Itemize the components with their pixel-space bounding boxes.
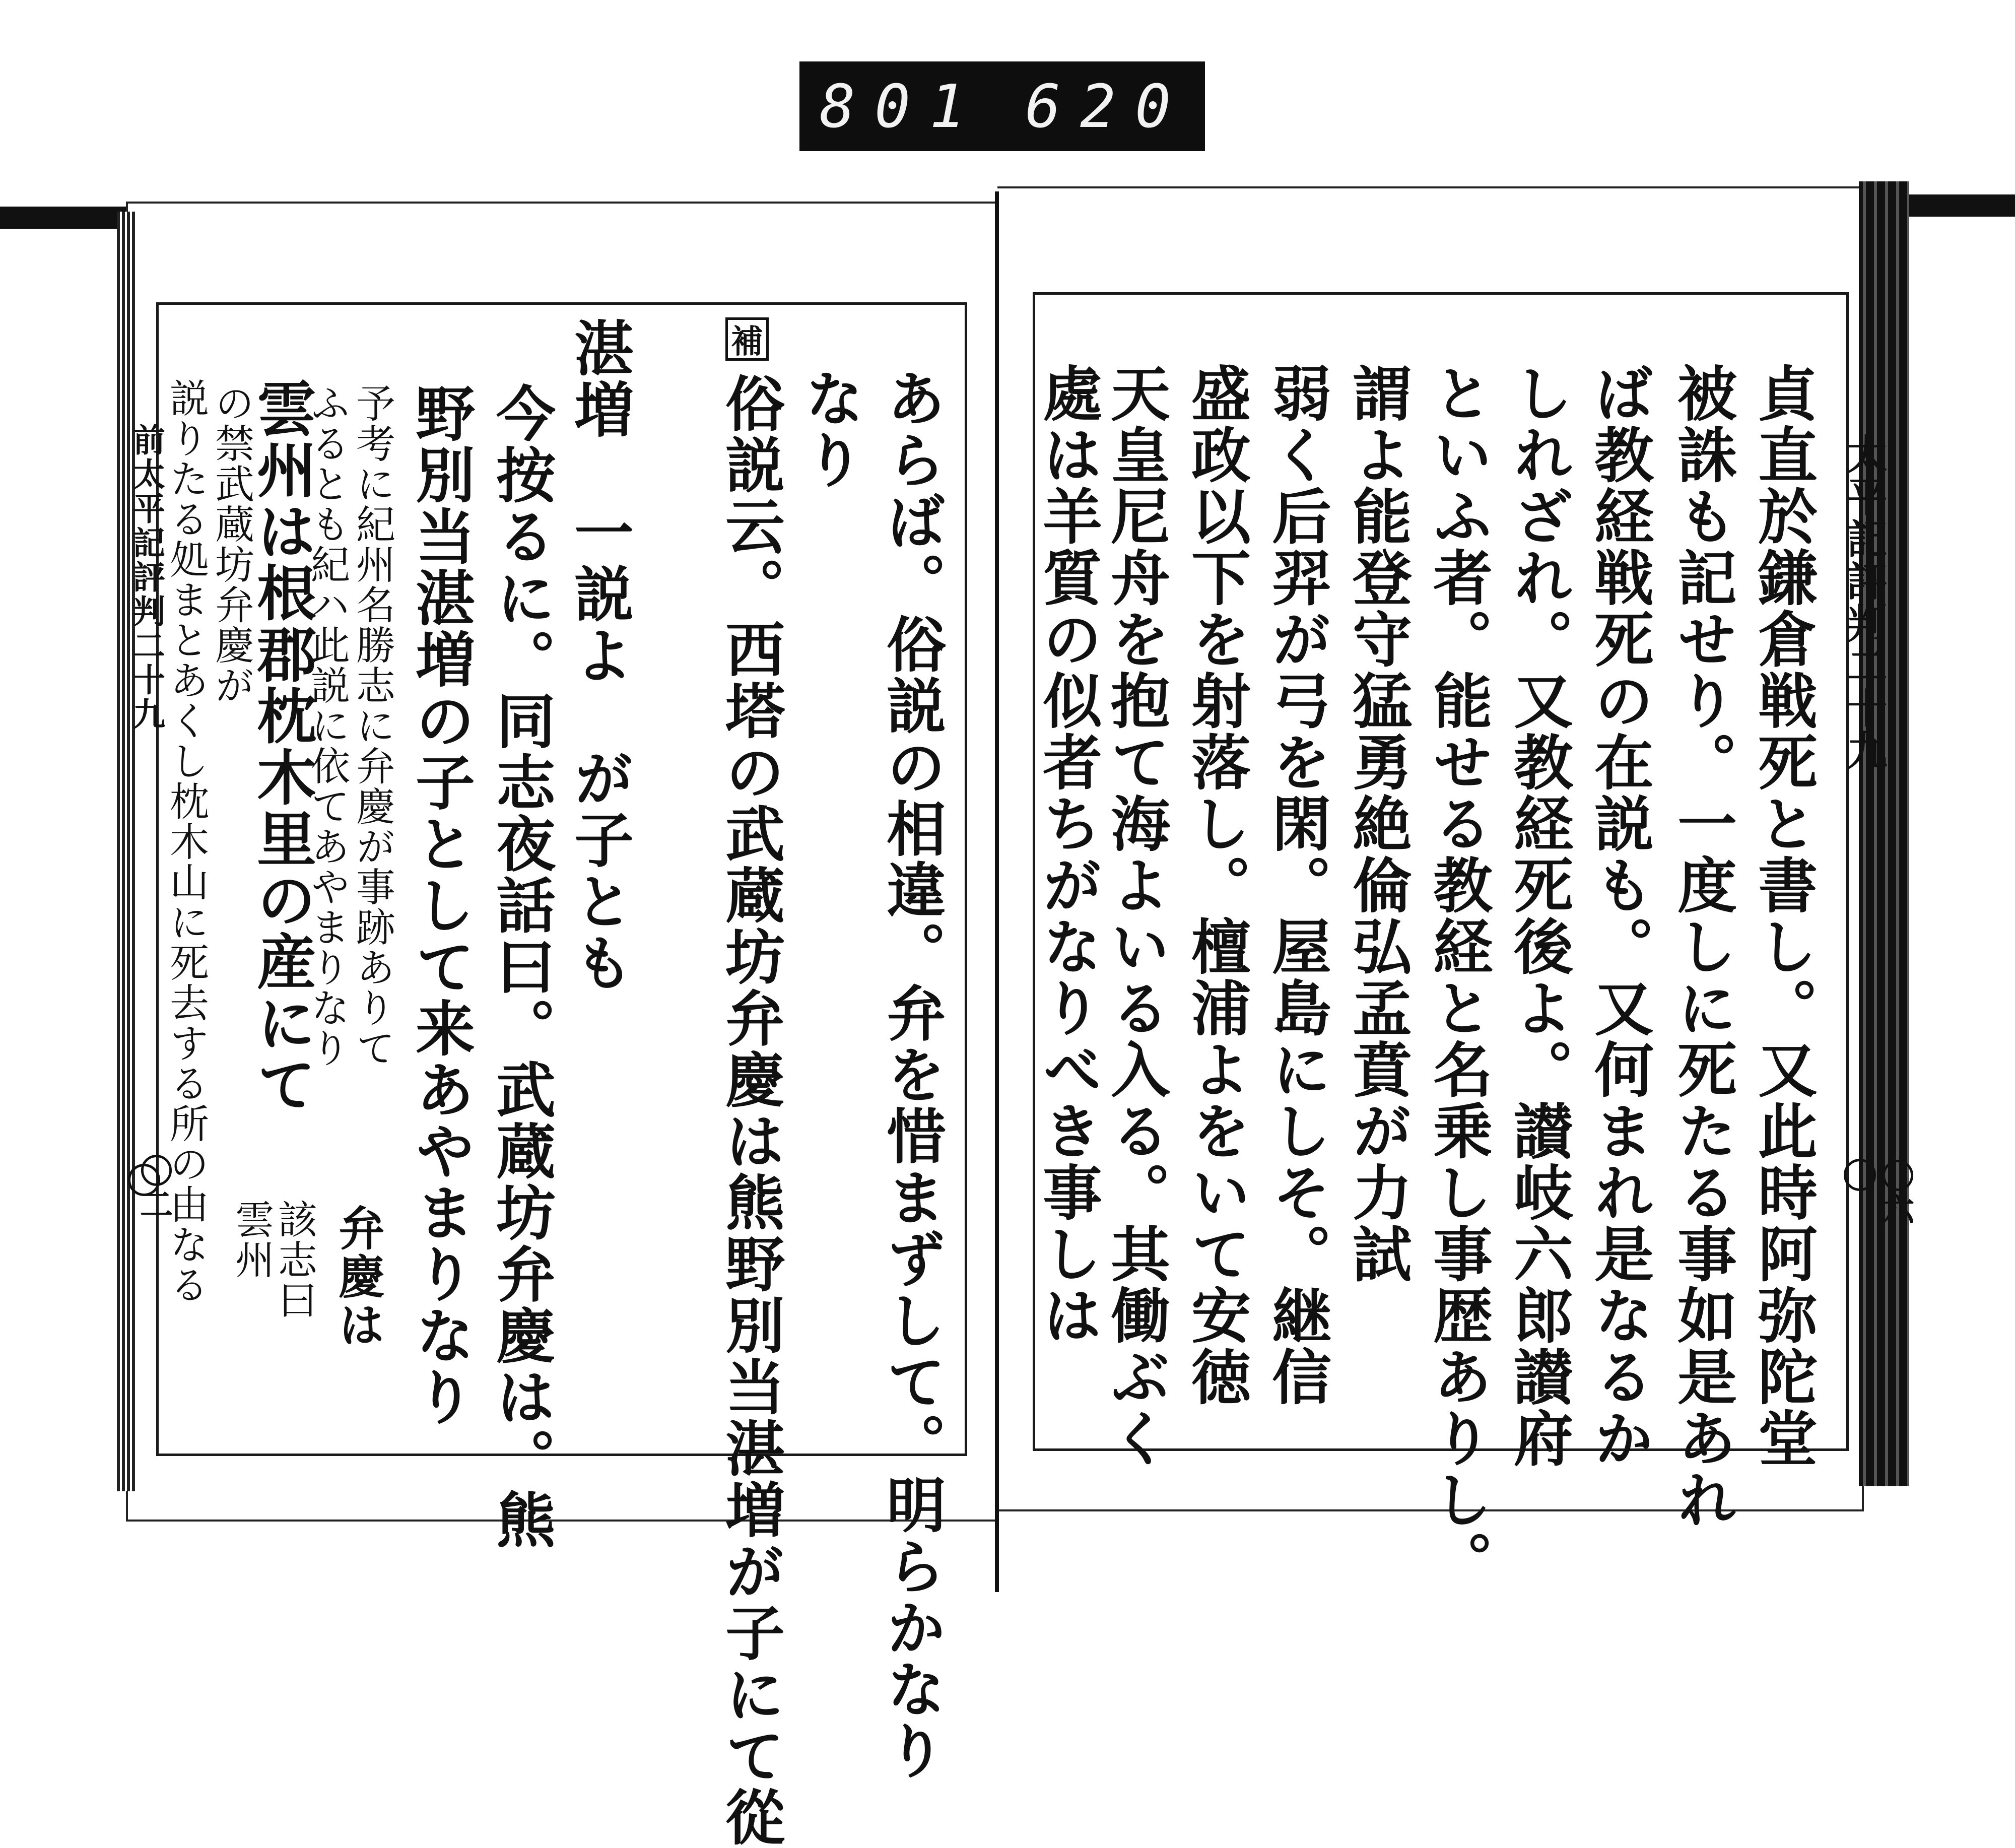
left-page-side-title: 前太平記評判二十九 [127, 423, 165, 732]
left-page-foliation: 〇二 [134, 1154, 173, 1220]
left-column-8: ふるとも紀ハ此説に依てあやまりなり [304, 383, 350, 1068]
left-column-2: なり [795, 368, 865, 491]
right-column-4: しれざれ。又教経死後よ。讃岐六郎讃府 [1504, 363, 1574, 1469]
binding-hole-right [1844, 1159, 1876, 1191]
right-column-5: といふ者。能せる教経と名乗し事歴ありし。 [1423, 363, 1493, 1592]
binding-clip-right [1904, 194, 2015, 217]
right-column-6: 謂よ能登守猛勇絶倫弘孟賁が力試 [1342, 363, 1413, 1285]
page-edges-left [117, 212, 135, 1491]
left-column-3: 俗説云。西塔の武蔵坊弁慶は熊野別当湛増が子にて從 [715, 373, 785, 1848]
left-column-11: 説りたる処まとあくし枕木山に死去する所の由なる [163, 378, 209, 1305]
right-column-2: 被誅も記せり。一度しに死たる事如是あれ [1667, 363, 1737, 1531]
binding-clip-left [0, 207, 126, 229]
right-column-8: 盛政以下を射落し。檀浦よをいて安徳 [1181, 363, 1251, 1408]
right-page-foliation: 〇六 [1875, 1159, 1915, 1225]
hoi-supplement-mark: 補 [725, 317, 769, 361]
left-note-3: 雲州 [229, 1199, 274, 1280]
left-column-4: 湛増 一説よ が子とも [564, 317, 634, 994]
right-column-1: 貞直於鎌倉戦死と書し。又此時阿弥陀堂 [1748, 363, 1818, 1469]
left-column-10: の禁武蔵坊弁慶が [209, 383, 254, 705]
binding-hole-left [128, 1164, 160, 1196]
left-column-7: 予考に紀州名勝志に弁慶が事跡ありて [350, 383, 395, 1068]
right-column-10: 處は羊質の似者ちがなりべき事しは [1033, 363, 1103, 1346]
right-column-7: 弱く后羿が弓を閑。屋島にしそ。継信 [1262, 363, 1332, 1408]
gutter-fold [995, 191, 999, 1592]
left-column-1: あらば。俗説の相違。弁を惜まずして。明らかなり [877, 368, 947, 1781]
right-column-9: 天皇尼舟を抱て海よいる入る。其働ぶく [1101, 363, 1171, 1469]
reel-number: 801 [820, 72, 985, 141]
left-column-6: 野別当湛増の子として来あやまりなり [406, 383, 476, 1428]
page-edges-right [1859, 181, 1909, 1486]
right-column-3: ば教経戦死の在説も。又何まれ是なるか [1584, 363, 1654, 1469]
frame-counter-label [799, 61, 1205, 151]
frame-number: 620 [1025, 72, 1190, 141]
left-column-5: 今按るに。同志夜話曰。武蔵坊弁慶は。熊 [486, 383, 556, 1551]
left-note-2: 該志曰 [272, 1199, 317, 1320]
right-page-header: 太平記評判二十九 [1840, 433, 1888, 772]
left-column-9: 雲州は根郡枕木里の産にて [247, 378, 317, 1115]
left-note-1: 弁慶は [331, 1204, 385, 1349]
